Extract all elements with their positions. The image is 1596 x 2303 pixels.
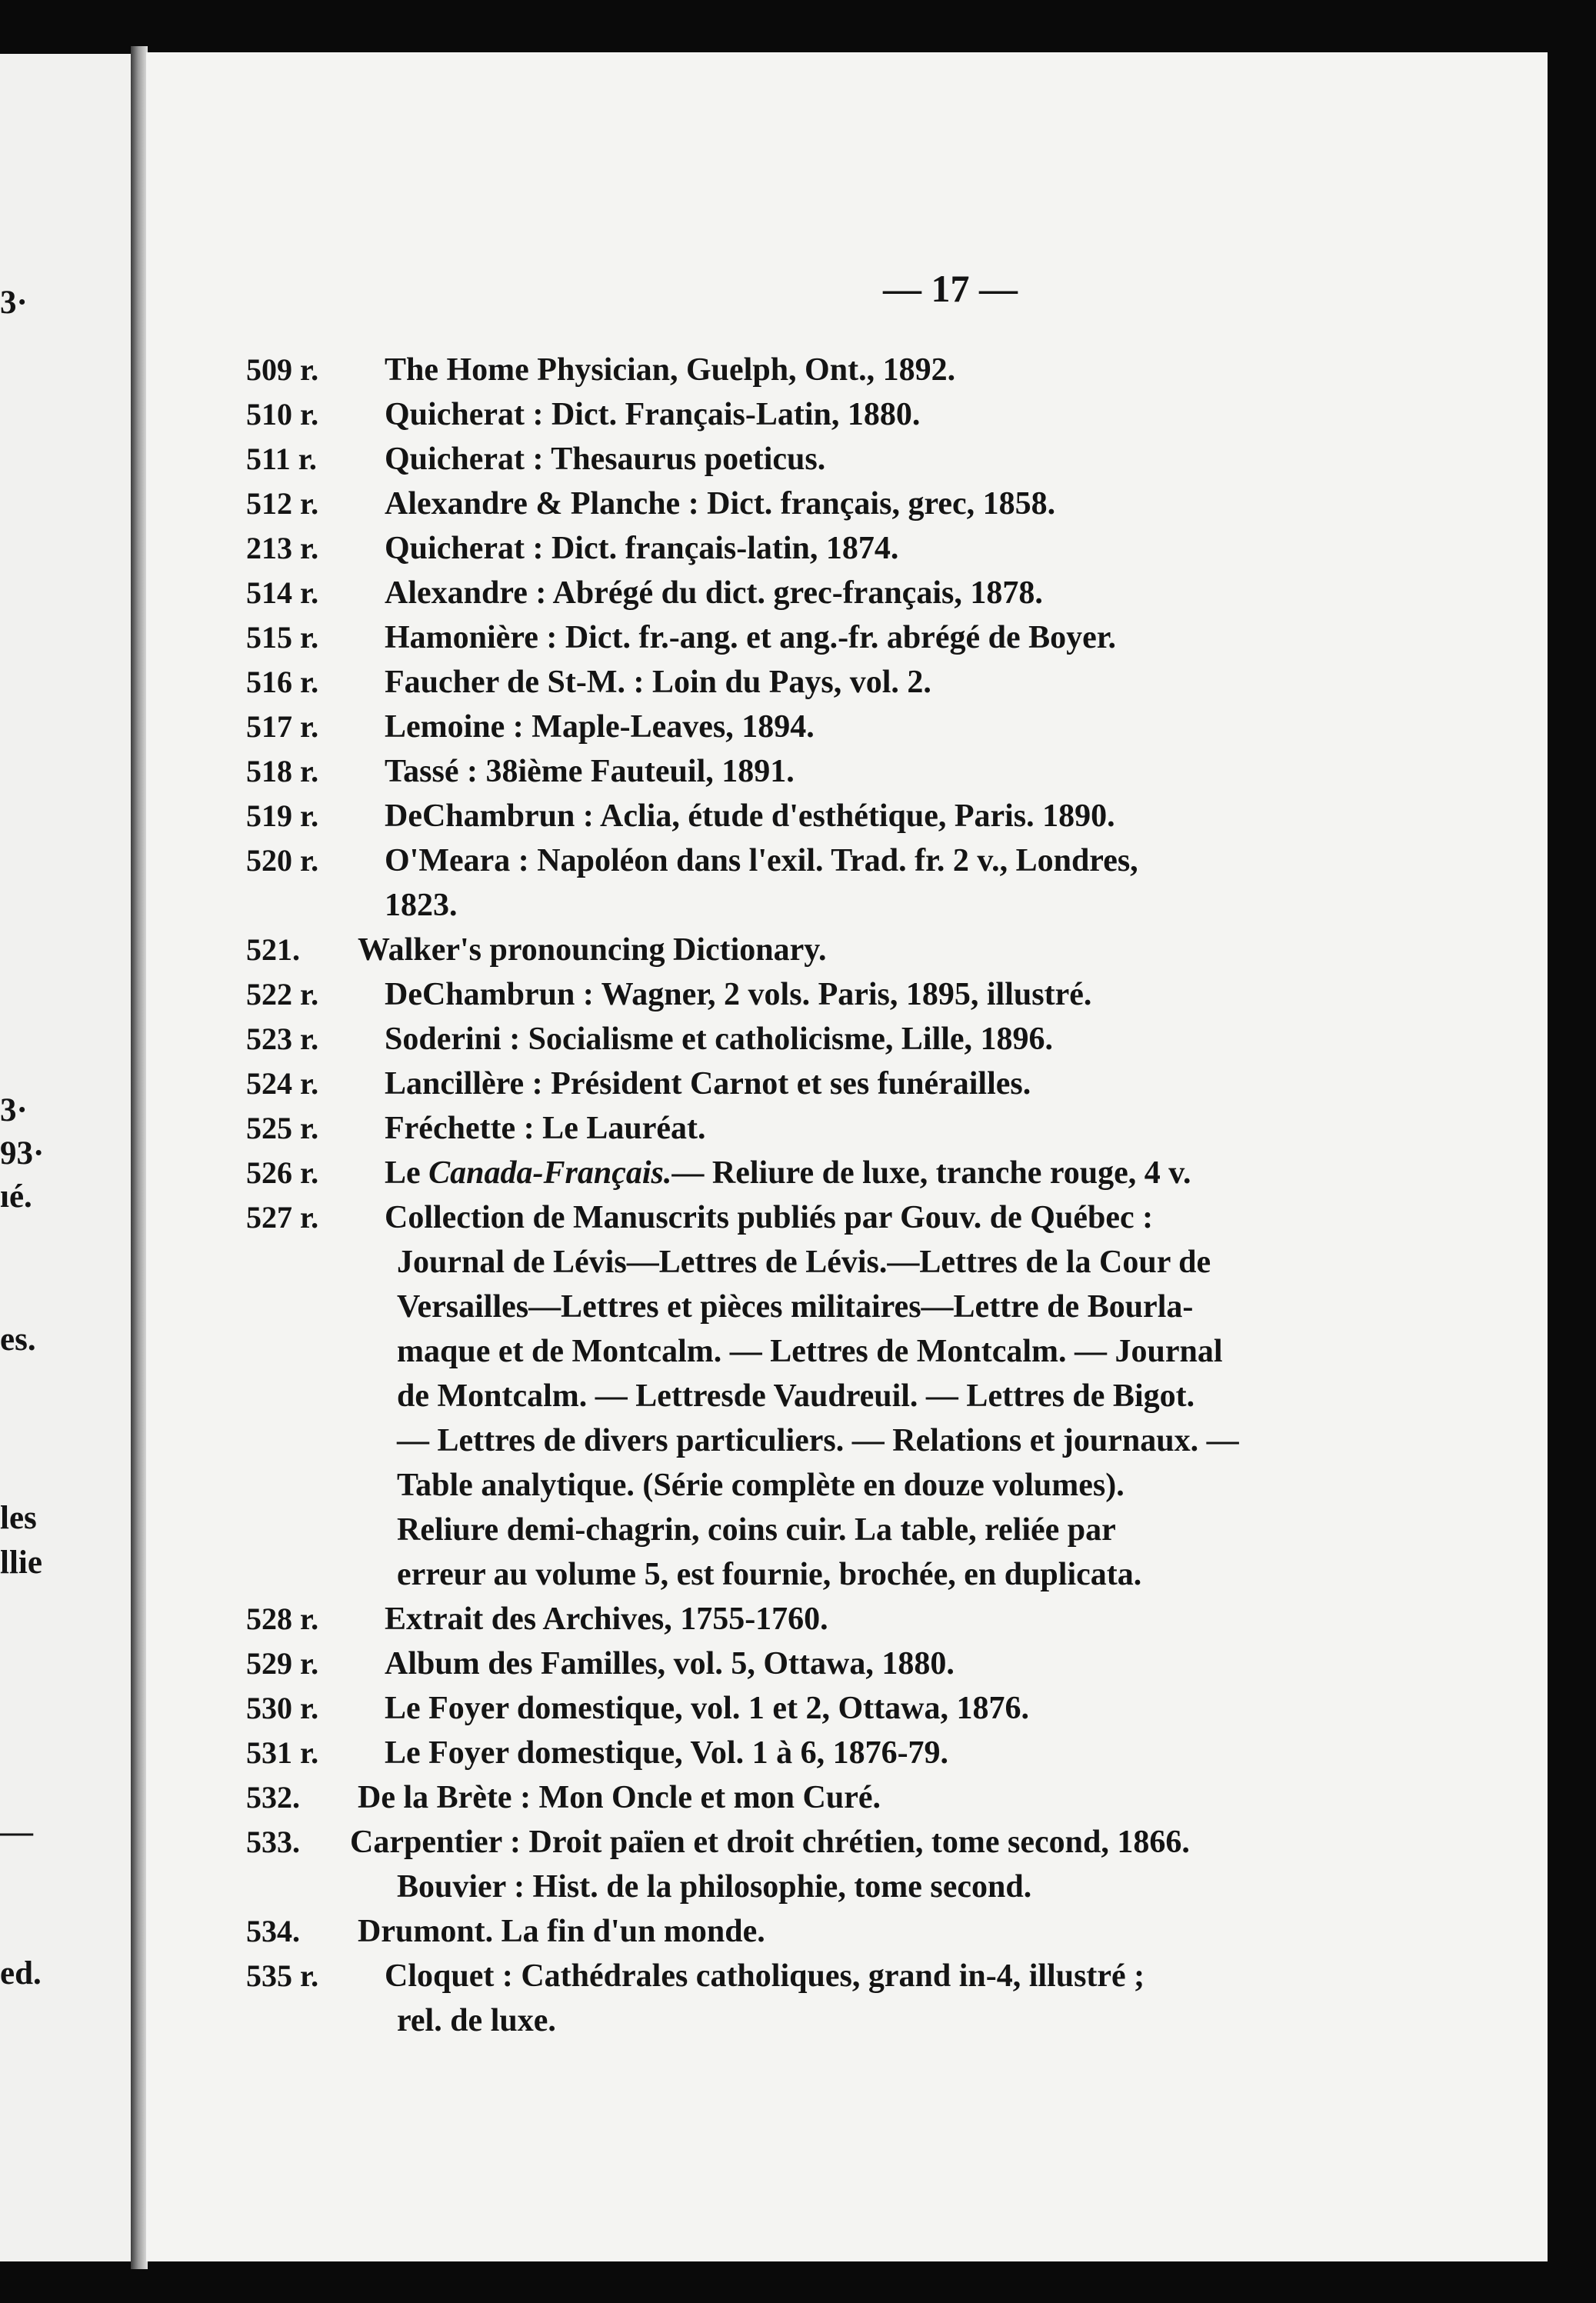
- entry-text: Lemoine : Maple-Leaves, 1894.: [385, 709, 815, 745]
- entry-number: 514 r.: [246, 575, 319, 610]
- entry-text: Quicherat : Dict. français-latin, 1874.: [385, 531, 899, 566]
- entry-text: Reliure demi-chagrin, coins cuir. La table, reliée par: [397, 1512, 1116, 1548]
- entry-text-part: — Reliure de luxe, tranche rouge, 4 v.: [671, 1155, 1191, 1191]
- entry-number: 526 r.: [246, 1155, 319, 1190]
- margin-fragment: —: [0, 1814, 33, 1850]
- margin-fragment: llie: [0, 1545, 42, 1581]
- entry-text: — Lettres de divers particuliers. — Relations et journaux. —: [397, 1423, 1239, 1458]
- entry-number: 528 r.: [246, 1601, 319, 1636]
- entry-number: 511 r.: [246, 442, 317, 476]
- margin-fragment: les: [0, 1500, 37, 1536]
- entry-text: O'Meara : Napoléon dans l'exil. Trad. fr. 2 v., Londres,: [385, 843, 1138, 878]
- entry-text: DeChambrun : Wagner, 2 vols. Paris, 1895, illustré.: [385, 977, 1092, 1012]
- entry-number: 527 r.: [246, 1200, 319, 1235]
- entry-number: 515 r.: [246, 620, 319, 655]
- book-gutter: [131, 46, 148, 2269]
- entry-text: Cloquet : Cathédrales catholiques, grand in-4, illustré ;: [385, 1958, 1145, 1994]
- entry-number: 530 r.: [246, 1691, 319, 1725]
- margin-fragment: 3·: [0, 1092, 28, 1128]
- entry-number: 518 r.: [246, 754, 319, 788]
- entry-number: 520 r.: [246, 843, 319, 878]
- entry-number: 512 r.: [246, 486, 319, 521]
- entry-number: 509 r.: [246, 352, 319, 387]
- margin-fragment: ıé.: [0, 1178, 32, 1215]
- entry-text: Le Foyer domestique, vol. 1 et 2, Ottawa, 1876.: [385, 1691, 1029, 1726]
- entry-text: Carpentier : Droit païen et droit chrétien, tome second, 1866.: [350, 1825, 1190, 1860]
- entry-number: 213 r.: [246, 531, 319, 565]
- entry-text-part: Le: [385, 1155, 429, 1191]
- entry-number: 525 r.: [246, 1111, 319, 1145]
- entry-text: De la Brète : Mon Oncle et mon Curé.: [358, 1780, 881, 1815]
- entry-number: 510 r.: [246, 397, 319, 432]
- entry-number: 535 r.: [246, 1958, 319, 1993]
- journal-title: Canada-Français.: [428, 1155, 672, 1191]
- entry-number: 524 r.: [246, 1066, 319, 1101]
- page-number: — 17 —: [883, 267, 1018, 310]
- entry-text: Hamonière : Dict. fr.-ang. et ang.-fr. abrégé de Boyer.: [385, 620, 1117, 655]
- entry-number: 523 r.: [246, 1022, 319, 1056]
- entry-text: Alexandre & Planche : Dict. français, grec, 1858.: [385, 486, 1056, 522]
- entry-text: The Home Physician, Guelph, Ont., 1892.: [385, 352, 956, 388]
- entry-text: rel. de luxe.: [397, 2003, 556, 2038]
- entry-text: Journal de Lévis—Lettres de Lévis.—Lettres de la Cour de: [397, 1245, 1211, 1280]
- entry-number: 519 r.: [246, 798, 319, 833]
- left-page-edge: [0, 54, 137, 2261]
- entry-number: 516 r.: [246, 665, 319, 699]
- entry-number: 533.: [246, 1825, 300, 1859]
- entry-text: Walker's pronouncing Dictionary.: [358, 932, 827, 968]
- entry-text: Versailles—Lettres et pièces militaires—Lettre de Bourla-: [397, 1289, 1194, 1325]
- entry-number: 531 r.: [246, 1735, 319, 1770]
- entry-text: de Montcalm. — Lettresde Vaudreuil. — Lettres de Bigot.: [397, 1378, 1195, 1414]
- entry-text: Alexandre : Abrégé du dict. grec-français, 1878.: [385, 575, 1043, 611]
- entry-text: Collection de Manuscrits publiés par Gouv. de Québec :: [385, 1200, 1154, 1235]
- entry-text: maque et de Montcalm. — Lettres de Montcalm. — Journal: [397, 1334, 1223, 1369]
- margin-fragment: 93·: [0, 1135, 45, 1171]
- entry-number: 517 r.: [246, 709, 319, 744]
- entry-text: Lancillère : Président Carnot et ses funérailles.: [385, 1066, 1031, 1102]
- entry-text: Drumont. La fin d'un monde.: [358, 1914, 765, 1949]
- entry-text: DeChambrun : Aclia, étude d'esthétique, Paris. 1890.: [385, 798, 1115, 834]
- margin-fragment: ed.: [0, 1955, 42, 1991]
- entry-text: Faucher de St-M. : Loin du Pays, vol. 2.: [385, 665, 931, 700]
- entry-text: 1823.: [385, 888, 458, 923]
- margin-fragment: es.: [0, 1321, 36, 1358]
- entry-text: Bouvier : Hist. de la philosophie, tome second.: [397, 1869, 1032, 1905]
- entry-text: erreur au volume 5, est fournie, brochée, en duplicata.: [397, 1557, 1142, 1592]
- entry-text: Le Foyer domestique, Vol. 1 à 6, 1876-79.: [385, 1735, 949, 1771]
- entry-text: [385, 1151, 1191, 1195]
- entry-number: 522 r.: [246, 977, 319, 1012]
- entry-number: 521.: [246, 932, 300, 967]
- entry-text: Extrait des Archives, 1755-1760.: [385, 1601, 828, 1637]
- entry-text: Soderini : Socialisme et catholicisme, Lille, 1896.: [385, 1022, 1054, 1057]
- entry-text: Quicherat : Thesaurus poeticus.: [385, 442, 826, 477]
- margin-fragment: 3·: [0, 285, 28, 321]
- catalog-page: [146, 52, 1548, 2261]
- entry-text: Fréchette : Le Lauréat.: [385, 1111, 706, 1146]
- entry-number: 532.: [246, 1780, 300, 1815]
- entry-number: 529 r.: [246, 1646, 319, 1681]
- entry-text: Tassé : 38ième Fauteuil, 1891.: [385, 754, 795, 789]
- entry-text: Quicherat : Dict. Français-Latin, 1880.: [385, 397, 921, 432]
- entry-text: Album des Familles, vol. 5, Ottawa, 1880.: [385, 1646, 955, 1681]
- entry-number: 534.: [246, 1914, 300, 1948]
- entry-text: Table analytique. (Série complète en douze volumes).: [397, 1468, 1125, 1503]
